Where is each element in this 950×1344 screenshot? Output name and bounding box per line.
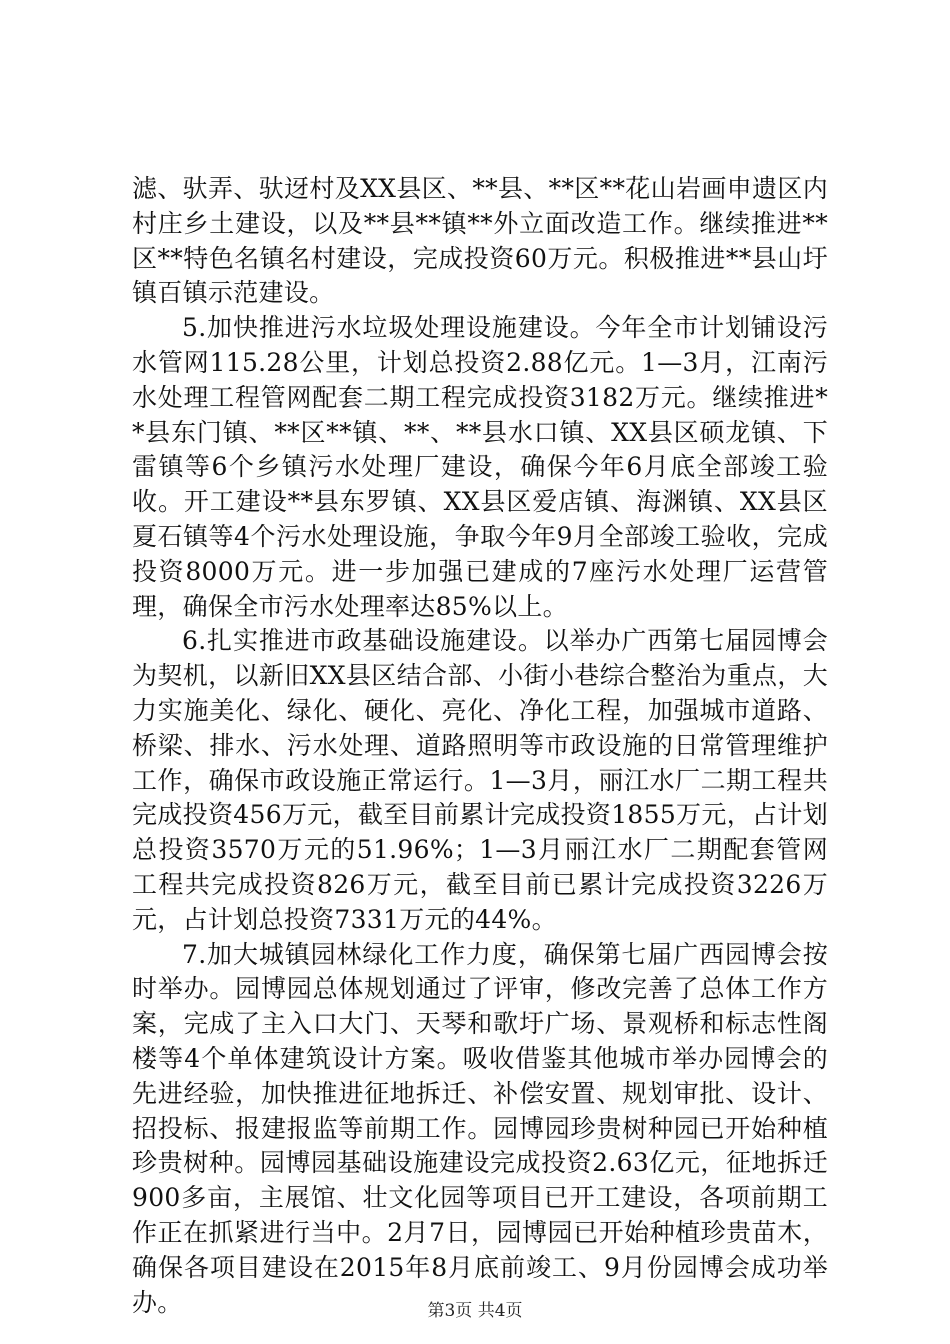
page-footer: 第3页 共4页 [427,1301,523,1321]
paragraph-item-5-sewage: 5.加快推进污水垃圾处理设施建设。今年全市计划铺设污水管网115.28公里，计划总投资2.88亿元。1—3月，江南污水处理工程管网配套二期工程完成投资3182万元。继续推进**县东门镇、**区**镇、**、**县水口镇、XX县区硕龙镇、下雷镇等6个乡镇污水处理厂建设，确保今年6月底全部竣工验收。开工建设**县东罗镇、XX县区爱店镇、海渊镇、XX县区夏石镇等4个污水处理设施，争取今年9月全部竣工验收，完成投资8000万元。进一步加强已建成的7座污水处理厂运营管理，确保全市污水处理率达85%以上。 [132,313,828,621]
paragraph-item-7-landscaping: 7.加大城镇园林绿化工作力度，确保第七届广西园博会按时举办。园博园总体规划通过了评审，修改完善了总体工作方案，完成了主入口大门、天琴和歌圩广场、景观桥和标志性阁楼等4个单体建筑设计方案。吸收借鉴其他城市举办园博会的先进经验，加快推进征地拆迁、补偿安置、规划审批、设计、招投标、报建报监等前期工作。园博园珍贵树种园已开始种植珍贵树种。园博园基础设施建设完成投资2.63亿元，征地拆迁900多亩，主展馆、壮文化园等项目已开工建设，各项前期工作正在抓紧进行当中。2月7日，园博园已开始种植珍贵苗木，确保各项目建设在2015年8月底前竣工、9月份园博会成功举办。 [132,939,828,1317]
document-body [132,172,828,1320]
paragraph-continuation: 滤、驮弄、驮迓村及XX县区、**县、**区**花山岩画申遗区内村庄乡土建设，以及**县**镇**外立面改造工作。继续推进**区**特色名镇名村建设，完成投资60万元。积极推进**县山圩镇百镇示范建设。 [132,174,828,308]
paragraph-item-6-municipal: 6.扎实推进市政基础设施建设。以举办广西第七届园博会为契机，以新旧XX县区结合部、小街小巷综合整治为重点，大力实施美化、绿化、硬化、亮化、净化工程，加强城市道路、桥梁、排水、污水处理、道路照明等市政设施的日常管理维护工作，确保市政设施正常运行。1—3月，丽江水厂二期工程共完成投资456万元，截至目前累计完成投资1855万元，占计划总投资3570万元的51.96%；1—3月丽江水厂二期配套管网工程共完成投资826万元，截至目前已累计完成投资3226万元，占计划总投资7331万元的44%。 [132,626,828,934]
